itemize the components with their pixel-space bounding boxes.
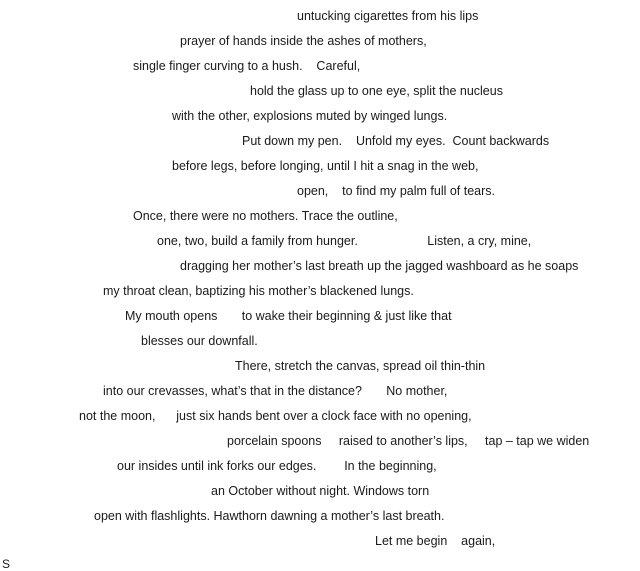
poem-line-1: untucking cigarettes from his lips	[297, 9, 479, 23]
poem-line-5: with the other, explosions muted by winged lungs.	[172, 109, 448, 123]
poem-line-4: hold the glass up to one eye, split the nucleus	[250, 84, 503, 98]
poem-line-2: prayer of hands inside the ashes of mothers,	[180, 34, 427, 48]
poem-line-14: blesses our downfall.	[141, 334, 258, 348]
poem-line-7: before legs, before longing, until I hit a snag in the web,	[172, 159, 479, 173]
poem-line-16: into our crevasses, what’s that in the distance? No mother,	[103, 384, 448, 398]
poem-line-12: my throat clean, baptizing his mother’s blackened lungs.	[103, 284, 414, 298]
poem-line-20: an October without night. Windows torn	[211, 484, 430, 498]
poem-line-10: one, two, build a family from hunger. Listen, a cry, mine,	[157, 234, 532, 248]
poem-line-13: My mouth opens to wake their beginning & just like that	[125, 309, 452, 323]
poem-line-6: Put down my pen. Unfold my eyes. Count backwards	[242, 134, 550, 148]
poem-line-18: porcelain spoons raised to another’s lips, tap – tap we widen	[227, 434, 590, 448]
poem-line-9: Once, there were no mothers. Trace the outline,	[133, 209, 398, 223]
poem-line-15: There, stretch the canvas, spread oil thin-thin	[235, 359, 486, 373]
poem-line-17: not the moon, just six hands bent over a clock face with no opening,	[79, 409, 472, 423]
poem-line-11: dragging her mother’s last breath up the jagged washboard as he soaps	[180, 259, 579, 273]
poem-line-22: Let me begin again,	[375, 534, 496, 548]
poem-line-3: single finger curving to a hush. Careful,	[133, 59, 361, 73]
poem-line-21: open with flashlights. Hawthorn dawning a mother’s last breath.	[94, 509, 445, 523]
stray-letter-fragment: S	[2, 557, 11, 571]
poem-line-19: our insides until ink forks our edges. In the beginning,	[117, 459, 437, 473]
poem-line-8: open, to find my palm full of tears.	[297, 184, 496, 198]
